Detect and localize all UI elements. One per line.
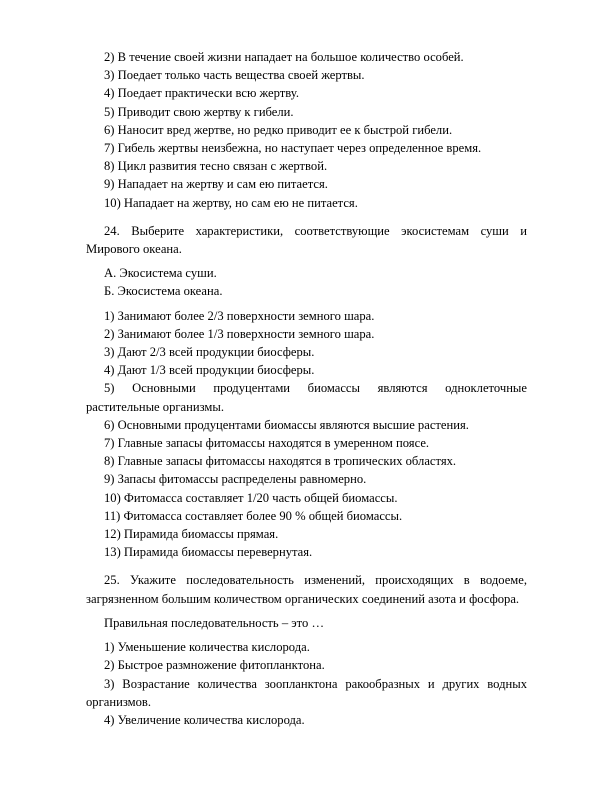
document-page: [86, 48, 527, 729]
list-item: 6) Основными продуцентами биомассы являются высшие растения.: [104, 417, 469, 432]
list-item: 6) Наносит вред жертве, но редко приводит ее к быстрой гибели.: [104, 122, 453, 137]
list-item: 3) Дают 2/3 всей продукции биосферы.: [104, 345, 315, 360]
list-item: 11) Фитомасса составляет более 90 % общей биомассы.: [104, 508, 403, 523]
q23-item-list: [86, 48, 527, 212]
list-item: 7) Гибель жертвы неизбежна, но наступает через определенное время.: [104, 141, 482, 156]
list-item: 10) Фитомасса составляет 1/20 часть общей биомассы.: [104, 490, 398, 505]
list-item: 1) Уменьшение количества кислорода.: [104, 640, 310, 655]
list-item: 1) Занимают более 2/3 поверхности земного шара.: [104, 308, 375, 323]
q25-item-list: [86, 638, 527, 729]
list-item: 2) Занимают более 1/3 поверхности земного шара.: [104, 326, 375, 341]
q24-item-list: [86, 307, 527, 562]
q25-question: 25. Укажите последовательность изменений, происходящих в водоеме, загрязненном большим количеством органических соединений азота и фосфора.: [86, 573, 527, 606]
list-item: 9) Нападает на жертву и сам ею питается.: [104, 177, 328, 192]
list-item: 13) Пирамида биомассы перевернутая.: [104, 545, 313, 560]
q24-option: Б. Экосистема океана.: [104, 284, 223, 299]
list-item: 2) В течение своей жизни нападает на большое количество особей.: [104, 50, 464, 64]
list-item: 4) Увеличение количества кислорода.: [104, 712, 305, 727]
list-item: 9) Запасы фитомассы распределены равномерно.: [104, 472, 367, 487]
list-item: 3) Поедает только часть вещества своей жертвы.: [104, 68, 365, 83]
q24-option: А. Экосистема суши.: [104, 266, 217, 281]
list-item: 4) Дают 1/3 всей продукции биосферы.: [104, 363, 315, 378]
list-item: 7) Главные запасы фитомассы находятся в умеренном поясе.: [104, 436, 430, 451]
list-item: 5) Основными продуцентами биомассы являются одноклеточные растительные организмы.: [86, 381, 527, 414]
q25-prompt: Правильная последовательность – это …: [104, 615, 325, 630]
q24-question: 24. Выберите характеристики, соответствующие экосистемам суши и Мирового океана.: [86, 223, 527, 257]
list-item: 2) Быстрое размножение фитопланктона.: [104, 658, 325, 673]
list-item: 12) Пирамида биомассы прямая.: [104, 527, 279, 542]
list-item: 10) Нападает на жертву, но сам ею не питается.: [104, 195, 358, 210]
list-item: 8) Главные запасы фитомассы находятся в тропических областях.: [104, 454, 457, 469]
list-item: 8) Цикл развития тесно связан с жертвой.: [104, 159, 328, 174]
list-item: 3) Возрастание количества зоопланктона ракообразных и других водных организмов.: [86, 676, 527, 709]
list-item: 4) Поедает практически всю жертву.: [104, 86, 299, 101]
list-item: 5) Приводит свою жертву к гибели.: [104, 104, 294, 119]
